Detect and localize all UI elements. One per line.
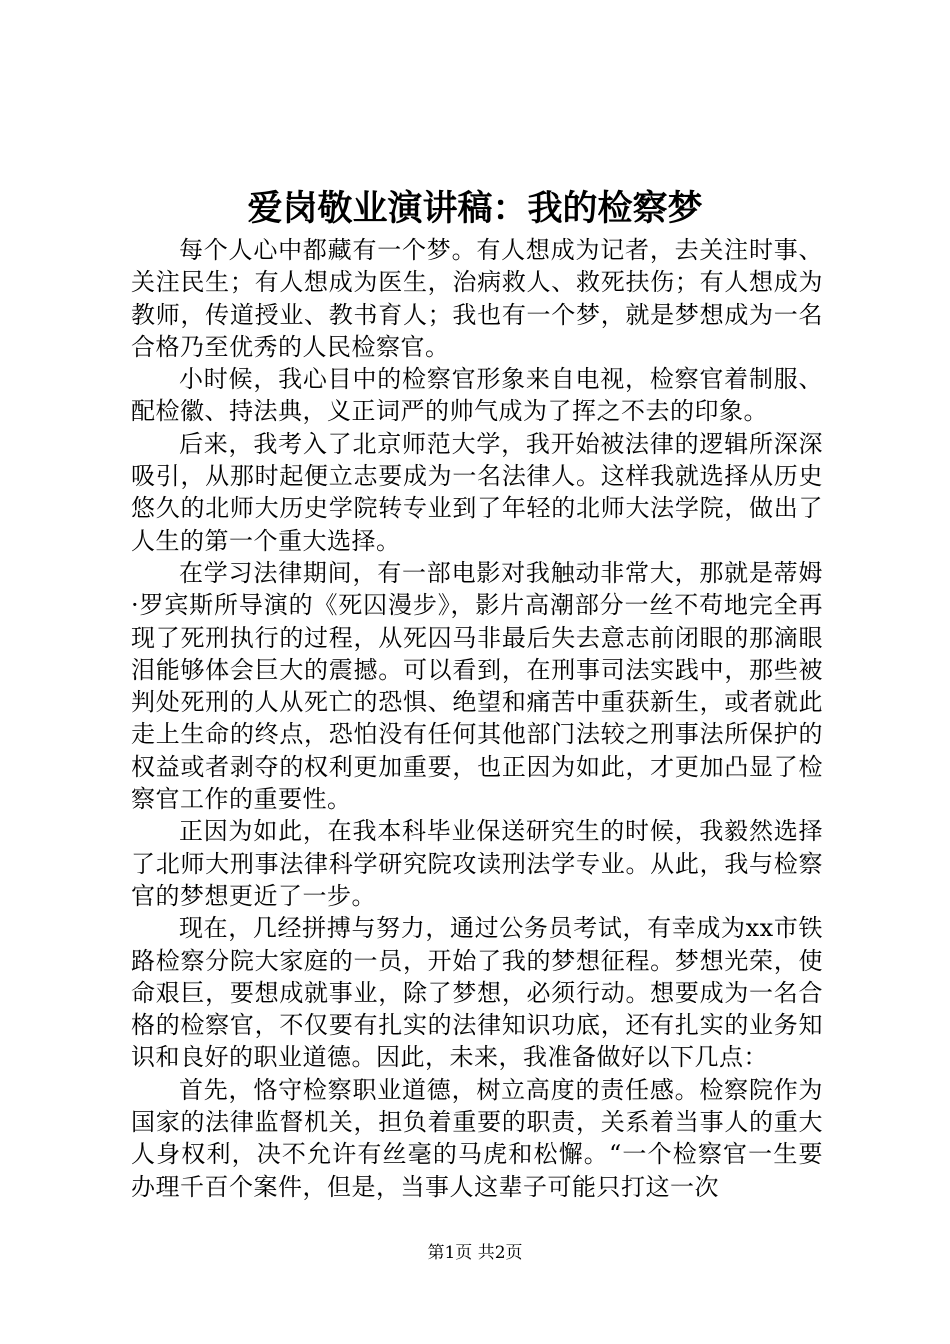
document-body <box>131 234 823 1203</box>
paragraph: 在学习法律期间，有一部电影对我触动非常大，那就是蒂姆·罗宾斯所导演的《死囚漫步》，影片高潮部分一丝不苟地完全再现了死刑执行的过程，从死囚马非最后失去意志前闭眼的那滴眼泪能够体会巨大的震撼。可以看到，在刑事司法实践中，那些被判处死刑的人从死亡的恐惧、绝望和痛苦中重获新生，或者就此走上生命的终点，恐怕没有任何其他部门法较之刑事法所保护的权益或者剥夺的权利更加重要，也正因为如此，才更加凸显了检察官工作的重要性。 <box>131 558 823 814</box>
page-footer: 第1页 共2页 <box>427 1243 523 1263</box>
paragraph: 后来，我考入了北京师范大学，我开始被法律的逻辑所深深吸引，从那时起便立志要成为一名法律人。这样我就选择从历史悠久的北师大历史学院转专业到了年轻的北师大法学院，做出了人生的第一个重大选择。 <box>131 429 823 555</box>
paragraph: 现在，几经拼搏与努力，通过公务员考试，有幸成为xx市铁路检察分院大家庭的一员，开始了我的梦想征程。梦想光荣，使命艰巨，要想成就事业，除了梦想，必须行动。想要成为一名合格的检察官，不仅要有扎实的法律知识功底，还有扎实的业务知识和良好的职业道德。因此，未来，我准备做好以下几点： <box>131 914 823 1072</box>
document-title: 爱岗敬业演讲稿：我的检察梦 <box>247 188 703 229</box>
paragraph: 每个人心中都藏有一个梦。有人想成为记者，去关注时事、关注民生；有人想成为医生，治病救人、救死扶伤；有人想成为教师，传道授业、教书育人；我也有一个梦，就是梦想成为一名合格乃至优秀的人民检察官。 <box>131 236 823 361</box>
paragraph: 正因为如此，在我本科毕业保送研究生的时候，我毅然选择了北师大刑事法律科学研究院攻读刑法学专业。从此，我与检察官的梦想更近了一步。 <box>131 817 823 910</box>
paragraph: 首先，恪守检察职业道德，树立高度的责任感。检察院作为国家的法律监督机关，担负着重要的职责，关系着当事人的重大人身权利，决不允许有丝毫的马虎和松懈。“一个检察官一生要办理千百个案件，但是，当事人这辈子可能只打这一次 <box>131 1075 823 1201</box>
paragraph: 小时候，我心目中的检察官形象来自电视，检察官着制服、配检徽、持法典，义正词严的帅气成为了挥之不去的印象。 <box>131 365 823 426</box>
